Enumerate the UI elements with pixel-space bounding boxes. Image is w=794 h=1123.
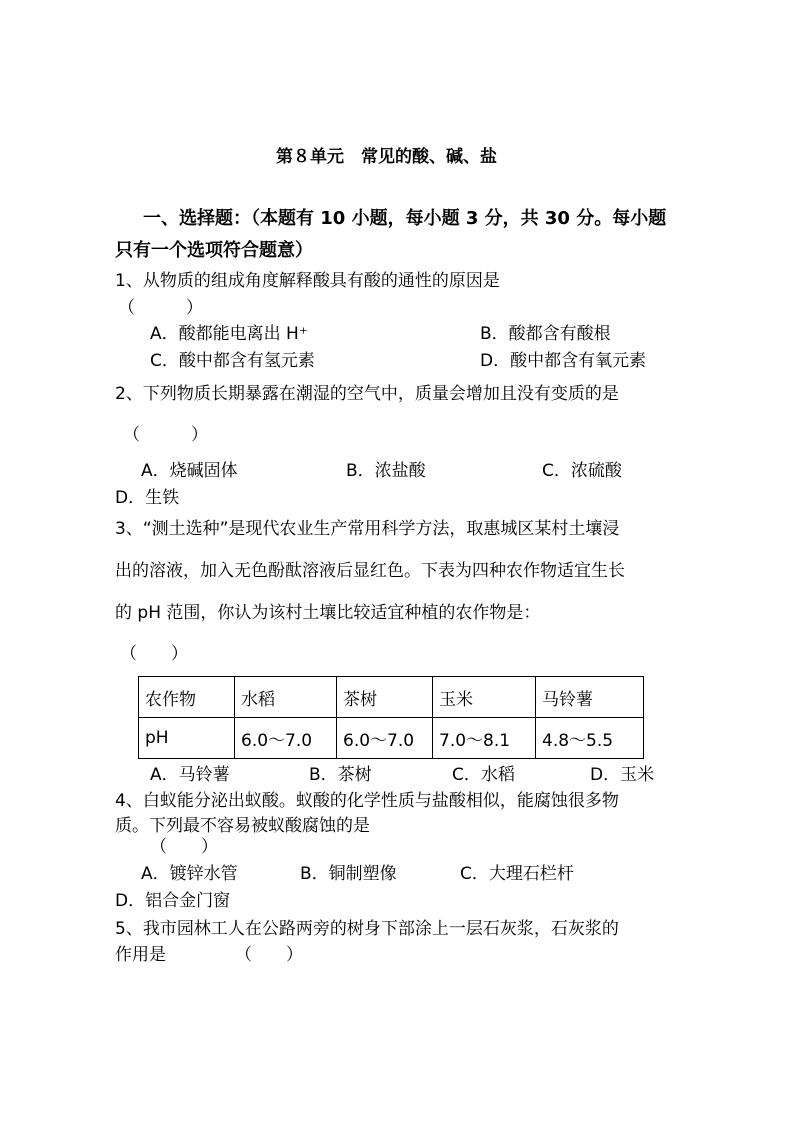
q5-stem-line1: 5、我市园林工人在公路两旁的树身下部涂上一层石灰浆，石灰浆的 — [115, 919, 619, 939]
table-cell: 7.0～8.1 — [433, 718, 536, 759]
q4-option-b: B．铜制塑像 — [300, 864, 397, 884]
q4-stem-line2: 质。下列最不容易被蚁酸腐蚀的是 — [115, 816, 370, 836]
q3-option-a: A．马铃薯 — [150, 765, 230, 785]
q4-option-d: D．铝合金门窗 — [115, 891, 231, 911]
table-header-row — [139, 677, 644, 718]
q1-option-a: A．酸都能电离出 H⁺ — [150, 324, 308, 344]
q2-option-c: C．浓硫酸 — [542, 461, 622, 481]
table-cell: 4.8～5.5 — [536, 718, 644, 759]
section-heading-line1: 一、选择题：（本题有 10 小题，每小题 3 分，共 30 分。每小题 — [143, 208, 667, 229]
q2-option-b: B．浓盐酸 — [346, 461, 426, 481]
q4-option-a: A．镀锌水管 — [141, 864, 238, 884]
q5-answer-blank: （ ） — [235, 945, 303, 965]
q3-stem-line1: 3、“测土选种”是现代农业生产常用科学方法，取惠城区某村土壤浸 — [115, 519, 620, 539]
table-cell: 水稻 — [235, 677, 337, 718]
q3-option-d: D．玉米 — [590, 765, 655, 785]
q3-stem-line2: 出的溶液，加入无色酚酞溶液后显红色。下表为四种农作物适宜生长 — [115, 561, 625, 581]
q1-option-b: B．酸都含有酸根 — [480, 324, 611, 344]
q3-option-b: B．茶树 — [309, 765, 372, 785]
section-heading-line2: 只有一个选项符合题意） — [115, 240, 313, 261]
page-title: 第８单元 常见的酸、碱、盐 — [276, 147, 497, 167]
table-cell: 马铃薯 — [536, 677, 644, 718]
q4-answer-blank: （ ） — [150, 837, 218, 857]
q2-stem: 2、下列物质长期暴露在潮湿的空气中，质量会增加且没有变质的是 — [115, 384, 619, 404]
q4-option-c: C．大理石栏杆 — [460, 864, 574, 884]
table-cell: 6.0～7.0 — [235, 718, 337, 759]
q3-stem-line3: 的 pH 范围，你认为该村土壤比较适宜种植的农作物是： — [115, 603, 541, 623]
q2-answer-blank: （ ） — [123, 425, 208, 445]
table-cell: pH — [139, 718, 235, 759]
table-cell: 茶树 — [337, 677, 433, 718]
table-cell: 玉米 — [433, 677, 536, 718]
crop-ph-table — [138, 676, 644, 759]
q1-option-c: C．酸中都含有氢元素 — [150, 351, 315, 371]
table-row — [139, 718, 644, 759]
q2-option-d: D．生铁 — [115, 488, 180, 508]
q2-option-a: A．烧碱固体 — [141, 461, 238, 481]
table-cell: 农作物 — [139, 677, 235, 718]
q3-option-c: C．水稻 — [452, 765, 515, 785]
q3-answer-blank: （ ） — [120, 644, 188, 664]
q5-stem-line2: 作用是 — [115, 945, 166, 965]
q4-stem-line1: 4、白蚁能分泌出蚁酸。蚁酸的化学性质与盐酸相似，能腐蚀很多物 — [115, 791, 619, 811]
q1-answer-blank: （ ） — [118, 298, 203, 318]
table-cell: 6.0～7.0 — [337, 718, 433, 759]
q1-stem: 1、从物质的组成角度解释酸具有酸的通性的原因是 — [115, 271, 500, 291]
q1-option-d: D．酸中都含有氧元素 — [480, 351, 647, 371]
